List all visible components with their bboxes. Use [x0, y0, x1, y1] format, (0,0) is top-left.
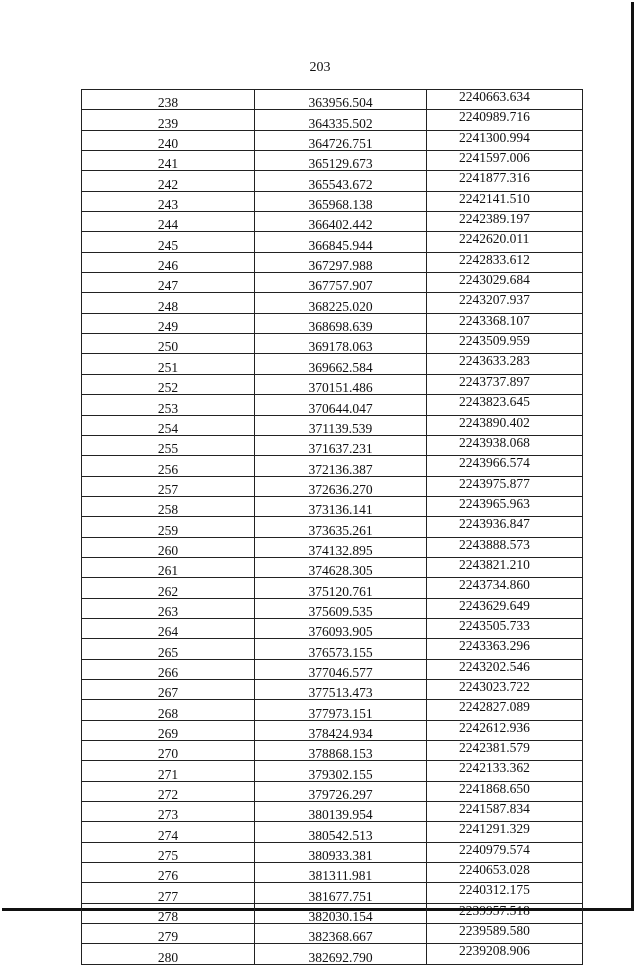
point-number-cell: 268	[82, 700, 255, 720]
y-coordinate-cell: 2243029.684	[427, 273, 583, 293]
x-coordinate-cell: 378868.153	[255, 741, 427, 761]
table-row	[82, 252, 583, 272]
x-coordinate-cell: 379726.297	[255, 781, 427, 801]
table-row	[82, 761, 583, 781]
table-row	[82, 863, 583, 883]
x-coordinate-cell: 373635.261	[255, 517, 427, 537]
point-number-cell: 253	[82, 395, 255, 415]
x-coordinate-cell: 372636.270	[255, 476, 427, 496]
point-number-cell: 239	[82, 110, 255, 130]
point-number-cell: 260	[82, 537, 255, 557]
y-coordinate-cell: 2241877.316	[427, 171, 583, 191]
x-coordinate-cell: 375609.535	[255, 598, 427, 618]
table-row	[82, 639, 583, 659]
y-coordinate-cell: 2243363.296	[427, 639, 583, 659]
point-number-cell: 252	[82, 374, 255, 394]
point-number-cell: 278	[82, 903, 255, 923]
y-coordinate-cell: 2240979.574	[427, 842, 583, 862]
x-coordinate-cell: 371637.231	[255, 435, 427, 455]
table-row	[82, 171, 583, 191]
x-coordinate-cell: 364726.751	[255, 130, 427, 150]
table-row	[82, 618, 583, 638]
table-row	[82, 537, 583, 557]
table-row	[82, 924, 583, 944]
table-row	[82, 903, 583, 923]
page-number: 203	[309, 60, 331, 75]
point-number-cell: 265	[82, 639, 255, 659]
point-number-cell: 264	[82, 618, 255, 638]
x-coordinate-cell: 379302.155	[255, 761, 427, 781]
table-row	[82, 720, 583, 740]
point-number-cell: 250	[82, 334, 255, 354]
x-coordinate-cell: 382030.154	[255, 903, 427, 923]
table-row	[82, 883, 583, 903]
x-coordinate-cell: 380933.381	[255, 842, 427, 862]
y-coordinate-cell: 2241300.994	[427, 130, 583, 150]
point-number-cell: 272	[82, 781, 255, 801]
y-coordinate-cell: 2239208.906	[427, 944, 583, 964]
y-coordinate-cell: 2243202.546	[427, 659, 583, 679]
point-number-cell: 273	[82, 802, 255, 822]
point-number-cell: 242	[82, 171, 255, 191]
y-coordinate-cell: 2243737.897	[427, 374, 583, 394]
table-row	[82, 781, 583, 801]
y-coordinate-cell: 2243633.283	[427, 354, 583, 374]
point-number-cell: 248	[82, 293, 255, 313]
table-row	[82, 313, 583, 333]
y-coordinate-cell: 2243938.068	[427, 435, 583, 455]
table-row	[82, 273, 583, 293]
y-coordinate-cell: 2242133.362	[427, 761, 583, 781]
y-coordinate-cell: 2240989.716	[427, 110, 583, 130]
y-coordinate-cell: 2243821.210	[427, 557, 583, 577]
y-coordinate-cell: 2243888.573	[427, 537, 583, 557]
x-coordinate-cell: 375120.761	[255, 578, 427, 598]
point-number-cell: 247	[82, 273, 255, 293]
point-number-cell: 266	[82, 659, 255, 679]
x-coordinate-cell: 377046.577	[255, 659, 427, 679]
table-row	[82, 110, 583, 130]
y-coordinate-cell: 2240653.028	[427, 863, 583, 883]
y-coordinate-cell: 2243207.937	[427, 293, 583, 313]
table-row	[82, 232, 583, 252]
point-number-cell: 280	[82, 944, 255, 964]
table-row	[82, 679, 583, 699]
point-number-cell: 240	[82, 130, 255, 150]
table-row	[82, 659, 583, 679]
table-body	[82, 90, 583, 965]
x-coordinate-cell: 370151.486	[255, 374, 427, 394]
point-number-cell: 255	[82, 435, 255, 455]
table-row	[82, 822, 583, 842]
coordinates-table	[81, 89, 583, 965]
point-number-cell: 279	[82, 924, 255, 944]
x-coordinate-cell: 363956.504	[255, 90, 427, 110]
y-coordinate-cell: 2242620.011	[427, 232, 583, 252]
x-coordinate-cell: 380542.513	[255, 822, 427, 842]
x-coordinate-cell: 365129.673	[255, 151, 427, 171]
x-coordinate-cell: 365968.138	[255, 191, 427, 211]
x-coordinate-cell: 380139.954	[255, 802, 427, 822]
point-number-cell: 270	[82, 741, 255, 761]
table-row	[82, 374, 583, 394]
x-coordinate-cell: 366845.944	[255, 232, 427, 252]
x-coordinate-cell: 381311.981	[255, 863, 427, 883]
point-number-cell: 251	[82, 354, 255, 374]
x-coordinate-cell: 382368.667	[255, 924, 427, 944]
x-coordinate-cell: 373136.141	[255, 496, 427, 516]
point-number-cell: 262	[82, 578, 255, 598]
y-coordinate-cell: 2242381.579	[427, 741, 583, 761]
y-coordinate-cell: 2243890.402	[427, 415, 583, 435]
point-number-cell: 267	[82, 679, 255, 699]
y-coordinate-cell: 2243823.645	[427, 395, 583, 415]
table-row	[82, 944, 583, 964]
y-coordinate-cell: 2243734.860	[427, 578, 583, 598]
x-coordinate-cell: 368698.639	[255, 313, 427, 333]
point-number-cell: 276	[82, 863, 255, 883]
y-coordinate-cell: 2243975.877	[427, 476, 583, 496]
point-number-cell: 277	[82, 883, 255, 903]
x-coordinate-cell: 374132.895	[255, 537, 427, 557]
table-row	[82, 90, 583, 110]
x-coordinate-cell: 376573.155	[255, 639, 427, 659]
x-coordinate-cell: 365543.672	[255, 171, 427, 191]
x-coordinate-cell: 378424.934	[255, 720, 427, 740]
table-row	[82, 395, 583, 415]
point-number-cell: 254	[82, 415, 255, 435]
table-row	[82, 842, 583, 862]
y-coordinate-cell: 2243965.963	[427, 496, 583, 516]
table-row	[82, 741, 583, 761]
table-row	[82, 557, 583, 577]
table-row	[82, 293, 583, 313]
x-coordinate-cell: 367757.907	[255, 273, 427, 293]
y-coordinate-cell: 2243505.733	[427, 618, 583, 638]
table-row	[82, 130, 583, 150]
x-coordinate-cell: 370644.047	[255, 395, 427, 415]
point-number-cell: 243	[82, 191, 255, 211]
x-coordinate-cell: 374628.305	[255, 557, 427, 577]
x-coordinate-cell: 364335.502	[255, 110, 427, 130]
table-row	[82, 354, 583, 374]
table-row	[82, 598, 583, 618]
x-coordinate-cell: 369178.063	[255, 334, 427, 354]
table-row	[82, 435, 583, 455]
table-row	[82, 517, 583, 537]
table-row	[82, 476, 583, 496]
point-number-cell: 271	[82, 761, 255, 781]
x-coordinate-cell: 366402.442	[255, 212, 427, 232]
point-number-cell: 246	[82, 252, 255, 272]
table-row	[82, 212, 583, 232]
x-coordinate-cell: 381677.751	[255, 883, 427, 903]
y-coordinate-cell: 2242141.510	[427, 191, 583, 211]
point-number-cell: 249	[82, 313, 255, 333]
point-number-cell: 244	[82, 212, 255, 232]
y-coordinate-cell: 2239957.518	[427, 903, 583, 923]
table-row	[82, 151, 583, 171]
table-row	[82, 802, 583, 822]
y-coordinate-cell: 2243966.574	[427, 456, 583, 476]
y-coordinate-cell: 2243629.649	[427, 598, 583, 618]
point-number-cell: 238	[82, 90, 255, 110]
point-number-cell: 241	[82, 151, 255, 171]
point-number-cell: 263	[82, 598, 255, 618]
y-coordinate-cell: 2243936.847	[427, 517, 583, 537]
x-coordinate-cell: 371139.539	[255, 415, 427, 435]
x-coordinate-cell: 367297.988	[255, 252, 427, 272]
y-coordinate-cell: 2242612.936	[427, 720, 583, 740]
y-coordinate-cell: 2241868.650	[427, 781, 583, 801]
x-coordinate-cell: 369662.584	[255, 354, 427, 374]
y-coordinate-cell: 2241291.329	[427, 822, 583, 842]
x-coordinate-cell: 368225.020	[255, 293, 427, 313]
point-number-cell: 257	[82, 476, 255, 496]
y-coordinate-cell: 2243509.959	[427, 334, 583, 354]
y-coordinate-cell: 2240663.634	[427, 90, 583, 110]
y-coordinate-cell: 2243368.107	[427, 313, 583, 333]
x-coordinate-cell: 382692.790	[255, 944, 427, 964]
table-row	[82, 191, 583, 211]
point-number-cell: 256	[82, 456, 255, 476]
y-coordinate-cell: 2240312.175	[427, 883, 583, 903]
point-number-cell: 274	[82, 822, 255, 842]
y-coordinate-cell: 2243023.722	[427, 679, 583, 699]
x-coordinate-cell: 376093.905	[255, 618, 427, 638]
table-row	[82, 456, 583, 476]
y-coordinate-cell: 2242389.197	[427, 212, 583, 232]
point-number-cell: 269	[82, 720, 255, 740]
y-coordinate-cell: 2242827.089	[427, 700, 583, 720]
x-coordinate-cell: 377973.151	[255, 700, 427, 720]
x-coordinate-cell: 372136.387	[255, 456, 427, 476]
table-row	[82, 578, 583, 598]
table-row	[82, 496, 583, 516]
point-number-cell: 275	[82, 842, 255, 862]
y-coordinate-cell: 2242833.612	[427, 252, 583, 272]
x-coordinate-cell: 377513.473	[255, 679, 427, 699]
y-coordinate-cell: 2241597.006	[427, 151, 583, 171]
table-row	[82, 700, 583, 720]
point-number-cell: 258	[82, 496, 255, 516]
table-row	[82, 334, 583, 354]
table-row	[82, 415, 583, 435]
y-coordinate-cell: 2241587.834	[427, 802, 583, 822]
point-number-cell: 245	[82, 232, 255, 252]
point-number-cell: 261	[82, 557, 255, 577]
y-coordinate-cell: 2239589.580	[427, 924, 583, 944]
point-number-cell: 259	[82, 517, 255, 537]
